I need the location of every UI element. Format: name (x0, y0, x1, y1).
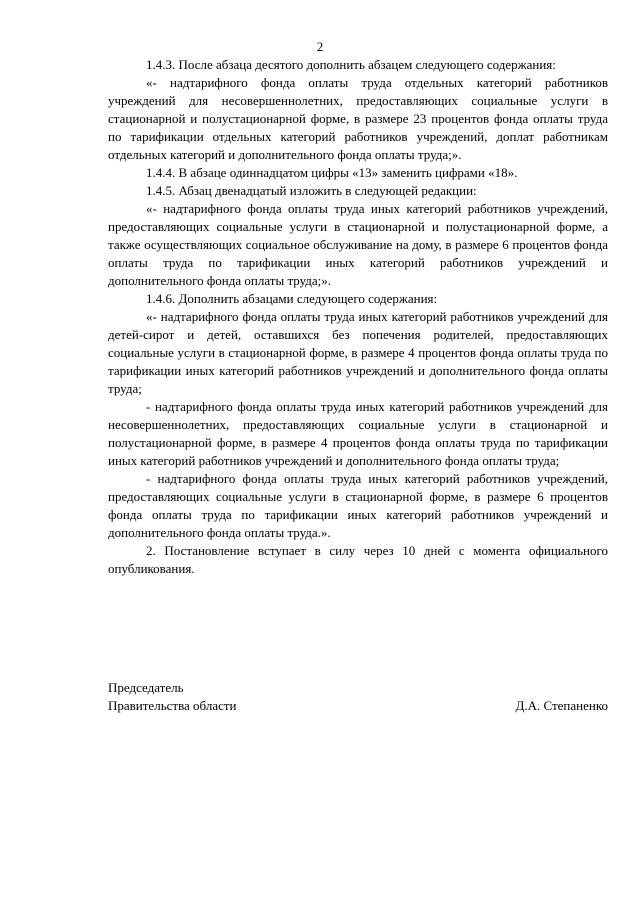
page-number: 2 (316, 39, 324, 54)
signature-line (108, 697, 608, 715)
paragraph-quote-orphans-4-percent: «- надтарифного фонда оплаты труда иных категорий работников учреждений для детей-сирот и детей, оставшихся без попечения родителей, предоставляющих социальные услуги в стационарной форме, в размере 4 процентов фонда оплаты труда по тарификации иных категорий работников учреждений и дополнительного фонда оплаты труда; (108, 309, 608, 396)
paragraph-1-4-3: 1.4.3. После абзаца десятого дополнить абзацем следующего содержания: (146, 57, 556, 72)
paragraph-1-4-4: 1.4.4. В абзаце одиннадцатом цифры «13» заменить цифрами «18». (146, 165, 518, 180)
paragraph-minors-4-percent: - надтарифного фонда оплаты труда иных категорий работников учреждений для несовершеннолетних, предоставляющих социальные услуги в стационарной и полустационарной форме, в размере 4 процентов фонда оплаты труда по тарификации иных категорий работников учреждений и дополнительного фонда оплаты труда; (108, 399, 608, 468)
document-body (108, 56, 608, 578)
signatory-name: Д.А. Степаненко (515, 698, 608, 713)
signatory-title-line1: Председатель (108, 680, 184, 695)
paragraph-stationary-6-percent: - надтарифного фонда оплаты труда иных категорий работников учреждений, предоставляющих социальные услуги в стационарной форме, в размере 6 процентов фонда оплаты труда по тарификации иных категорий работников учреждений и дополнительного фонда оплаты труда.». (108, 471, 608, 540)
signatory-title-line2: Правительства области (108, 698, 237, 713)
paragraph-1-4-6: 1.4.6. Дополнить абзацами следующего содержания: (146, 291, 438, 306)
paragraph-quote-home-care-6-percent: «- надтарифного фонда оплаты труда иных категорий работников учреждений, предоставляющих социальные услуги в стационарной и полустационарной форме, а также осуществляющих социальное обслуживание на дому, в размере 6 процентов фонда оплаты труда по тарификации иных категорий работников учреждений и дополнительного фонда оплаты труда;». (108, 201, 608, 288)
signature-block (108, 679, 608, 715)
paragraph-2-effective-date: 2. Постановление вступает в силу через 10 дней с момента официального опубликования. (108, 543, 608, 576)
paragraph-1-4-5: 1.4.5. Абзац двенадцатый изложить в следующей редакции: (146, 183, 477, 198)
paragraph-quote-minors-23-percent: «- надтарифного фонда оплаты труда отдельных категорий работников учреждений для несовершеннолетних, предоставляющих социальные услуги в стационарной и полустационарной форме, в размере 23 процентов фонда оплаты труда по тарификации отдельных категорий работников учреждений, доплат работникам отдельных категорий и дополнительного фонда оплаты труда;». (108, 75, 608, 162)
